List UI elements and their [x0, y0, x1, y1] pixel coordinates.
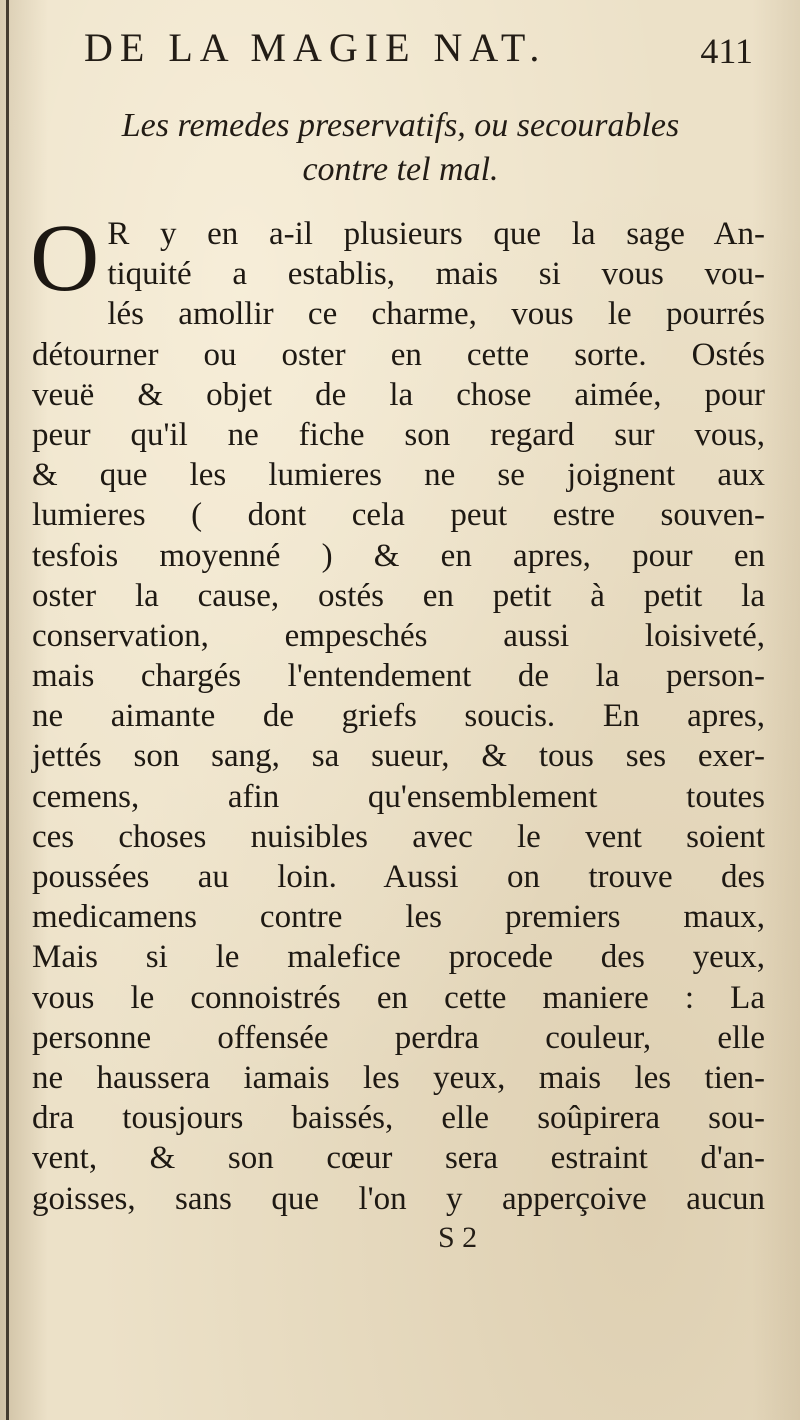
- text-line: peur qu'il ne fiche son regard sur vous,: [32, 416, 765, 453]
- text-line: cemens, afin qu'ensemblement toutes: [32, 778, 765, 815]
- page-number: 411: [700, 31, 753, 71]
- body-text: [28, 204, 773, 1219]
- text-line: jettés son sang, sa sueur, & tous ses exer-: [32, 738, 765, 775]
- heading-line-1: Les remedes preservatifs, ou secourables: [121, 107, 680, 144]
- text-line: tesfois moyenné ) & en apres, pour en: [32, 537, 765, 574]
- text-line: veuë & objet de la chose aimée, pour: [32, 376, 765, 413]
- text-line: ne haussera iamais les yeux, mais les tien-: [32, 1059, 765, 1096]
- text-line: oster la cause, ostés en petit à petit la: [32, 577, 765, 614]
- heading-line-2: contre tel mal.: [302, 151, 499, 188]
- text-line: R y en a-il plusieurs que la sage An-: [107, 216, 765, 252]
- text-line: ne aimante de griefs soucis. En apres,: [32, 698, 765, 735]
- text-line: mais chargés l'entendement de la person-: [32, 658, 765, 695]
- text-line: personne offensée perdra couleur, elle: [32, 1019, 765, 1056]
- text-line: lumieres ( dont cela peut estre souven-: [32, 497, 765, 534]
- running-head: [28, 14, 773, 84]
- section-heading: [28, 104, 773, 192]
- text-line: poussées au loin. Aussi on trouve des: [32, 859, 765, 895]
- signature-row: [28, 1221, 773, 1261]
- text-line: tiquité a establis, mais si vous vou-: [107, 256, 765, 293]
- text-line: ces choses nuisibles avec le vent soient: [32, 818, 765, 855]
- text-line: Mais si le malefice procede des yeux,: [32, 939, 765, 976]
- text-line: détourner ou oster en cette sorte. Ostés: [32, 336, 765, 373]
- book-page: [28, 14, 773, 1404]
- text-line: vous le connoistrés en cette maniere : La: [32, 979, 765, 1016]
- drop-cap: O: [30, 204, 100, 311]
- text-line: conservation, empeschés aussi loisiveté,: [32, 617, 765, 654]
- text-line: goisses, sans que l'on y apperçoive aucun: [32, 1180, 765, 1217]
- text-line: medicamens contre les premiers maux,: [32, 899, 765, 936]
- text-line: lés amollir ce charme, vous le pourrés: [107, 296, 765, 333]
- text-line: dra tousjours baissés, elle soûpirera sou-: [32, 1100, 765, 1137]
- binding-edge: [6, 0, 9, 1420]
- text-line: & que les lumieres ne se joignent aux: [32, 457, 765, 494]
- text-line: vent, & son cœur sera estraint d'an-: [32, 1140, 765, 1177]
- running-title: DE LA MAGIE NAT.: [84, 25, 547, 70]
- signature-mark: S 2: [438, 1220, 478, 1254]
